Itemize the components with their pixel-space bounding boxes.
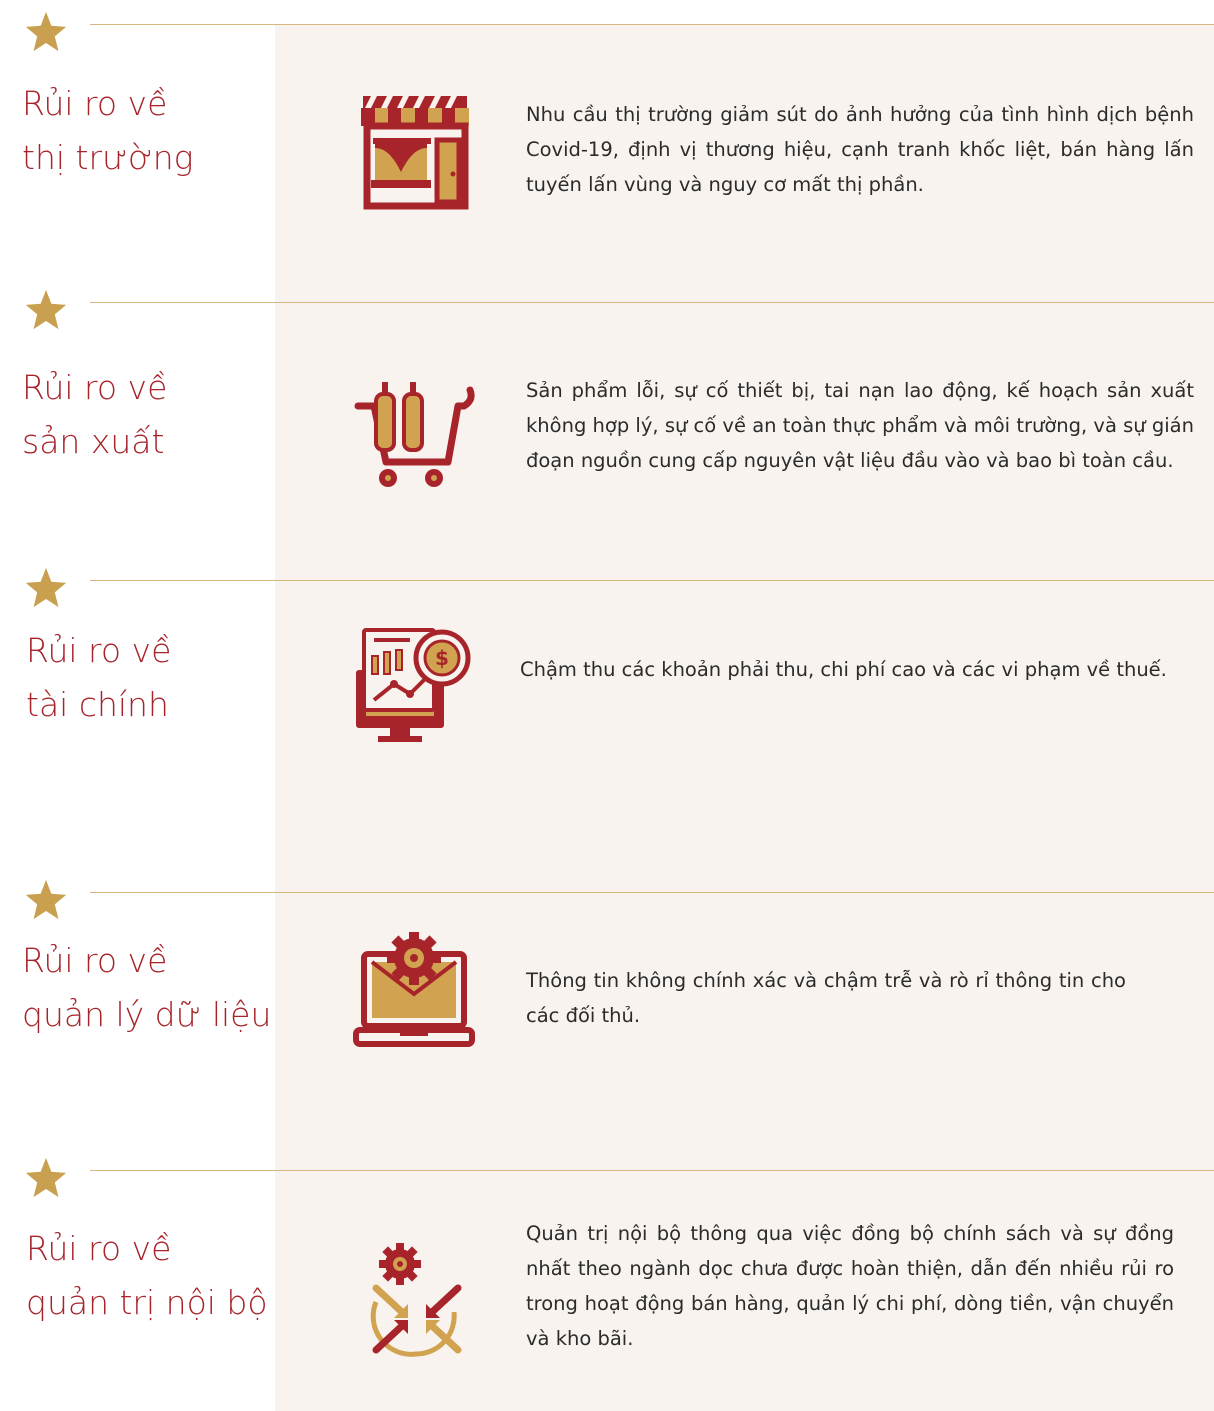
star-icon (24, 878, 68, 922)
risk-title-line1: Rủi ro về (22, 941, 168, 980)
risk-description: Thông tin không chính xác và chậm trễ và rò rỉ thông tin cho các đối thủ. (526, 969, 1126, 1027)
risk-section-market (0, 0, 1214, 300)
divider-line (90, 302, 1214, 303)
risk-title (22, 934, 272, 1042)
risk-title (22, 361, 272, 469)
risk-title-line2: thị trường (22, 138, 194, 177)
risk-section-governance (0, 1146, 1214, 1411)
risk-description: Quản trị nội bộ thông qua việc đồng bộ chính sách và sự đồng nhất theo ngành dọc chưa được hoàn thiện, dẫn đến nhiều rủi ro trong hoạt động bán hàng, quản lý chi phí, dòng tiền, vận chuyển và kho bãi. (526, 1222, 1174, 1350)
risk-title-line2: quản trị nội bộ (26, 1283, 268, 1322)
risk-title-line1: Rủi ro về (26, 631, 172, 670)
risk-title (22, 77, 272, 185)
risk-title-line2: quản lý dữ liệu (22, 995, 272, 1034)
risk-section-finance (0, 556, 1214, 876)
star-icon (24, 288, 68, 332)
risk-description: Chậm thu các khoản phải thu, chi phí cao và các vi phạm về thuế. (520, 658, 1167, 681)
risk-description: Nhu cầu thị trường giảm sút do ảnh hưởng của tình hình dịch bệnh Covid-19, định vị thương hiệu, cạnh tranh khốc liệt, bán hàng lấn tuyến lấn vùng và nguy cơ mất thị phần. (526, 103, 1194, 196)
risk-title-line1: Rủi ro về (26, 1229, 172, 1268)
risk-section-production (0, 278, 1214, 558)
risk-section-data (0, 868, 1214, 1168)
star-icon (24, 566, 68, 610)
financial-chart-icon (352, 626, 476, 750)
gear-arrows-icon (346, 1236, 470, 1360)
divider-line (90, 892, 1214, 893)
risk-description: Sản phẩm lỗi, sự cố thiết bị, tai nạn lao động, kế hoạch sản xuất không hợp lý, sự cố về an toàn thực phẩm và môi trường, và sự gián đoạn nguồn cung cấp nguyên vật liệu đầu vào và bao bì toàn cầu. (526, 379, 1194, 472)
risk-title (26, 624, 276, 732)
risk-title-line1: Rủi ro về (22, 84, 168, 123)
star-icon (24, 10, 68, 54)
divider-line (90, 580, 1214, 581)
risk-title (26, 1222, 276, 1330)
star-icon (24, 1156, 68, 1200)
shopping-cart-icon (352, 376, 476, 500)
risk-title-line2: sản xuất (22, 422, 165, 461)
laptop-gear-icon (352, 932, 476, 1056)
divider-line (90, 24, 1214, 25)
risk-title-line1: Rủi ro về (22, 368, 168, 407)
divider-line (90, 1170, 1214, 1171)
risk-title-line2: tài chính (26, 685, 169, 724)
svg-text:$: $ (435, 646, 449, 670)
storefront-icon (352, 88, 476, 212)
